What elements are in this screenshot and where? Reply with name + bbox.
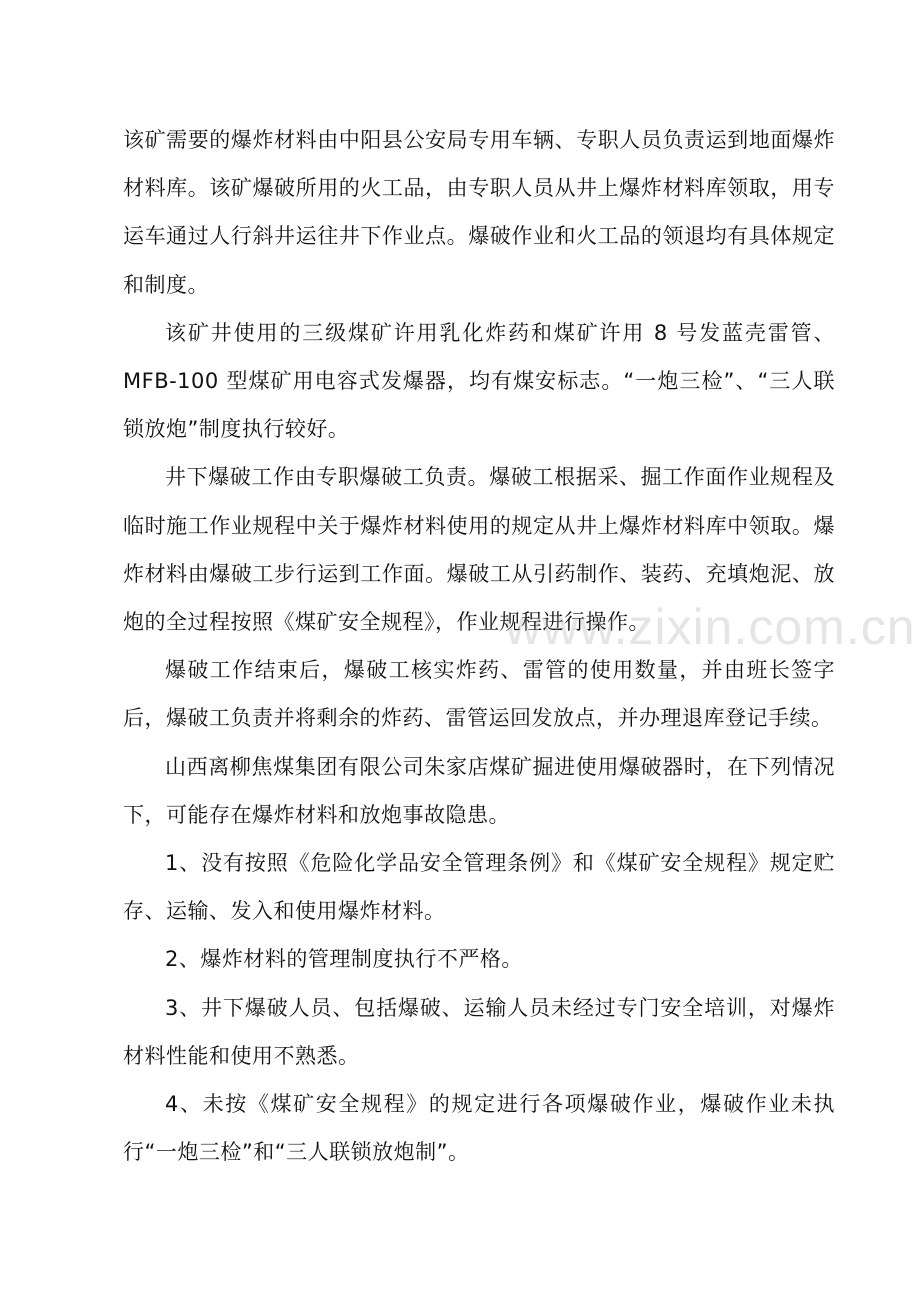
list-item-4: 4、未按《煤矿安全规程》的规定进行各项爆破作业，爆破作业未执行“一炮三检”和“三人联锁放炮制”。 [123, 1092, 835, 1165]
list-item-3: 3、井下爆破人员、包括爆破、运输人员未经过专门安全培训，对爆炸材料性能和使用不熟悉。 [123, 995, 835, 1068]
paragraph-4: 爆破工作结束后，爆破工核实炸药、雷管的使用数量，并由班长签字后，爆破工负责并将剩余的炸药、雷管运回发放点，并办理退库登记手续。 [123, 658, 835, 731]
document-body [123, 116, 835, 1176]
watermark: www.zixin.com.cn [505, 599, 916, 655]
paragraph-5: 山西离柳焦煤集团有限公司朱家店煤矿掘进使用爆破器时，在下列情况下，可能存在爆炸材料和放炮事故隐患。 [123, 754, 835, 827]
paragraph-1: 该矿需要的爆炸材料由中阳县公安局专用车辆、专职人员负责运到地面爆炸材料库。该矿爆破所用的火工品，由专职人员从井上爆炸材料库领取，用专运车通过人行斜井运往井下作业点。爆破作业和火工品的领退均有具体规定和制度。 [123, 128, 835, 297]
list-item-1: 1、没有按照《危险化学品安全管理条例》和《煤矿安全规程》规定贮存、运输、发入和使用爆炸材料。 [123, 851, 835, 924]
paragraph-3: 井下爆破工作由专职爆破工负责。爆破工根据采、掘工作面作业规程及临时施工作业规程中关于爆炸材料使用的规定从井上爆炸材料库中领取。爆炸材料由爆破工步行运到工作面。爆破工从引药制作、装药、充填炮泥、放炮的全过程按照《煤矿安全规程》，作业规程进行操作。 [123, 465, 835, 635]
list-item-2: 2、爆炸材料的管理制度执行不严格。 [165, 947, 523, 972]
paragraph-2: 该矿井使用的三级煤矿许用乳化炸药和煤矿许用 8 号发蓝壳雷管、MFB-100 型煤矿用电容式发爆器，均有煤安标志。“一炮三检”、“三人联锁放炮”制度执行较好。 [123, 320, 835, 442]
